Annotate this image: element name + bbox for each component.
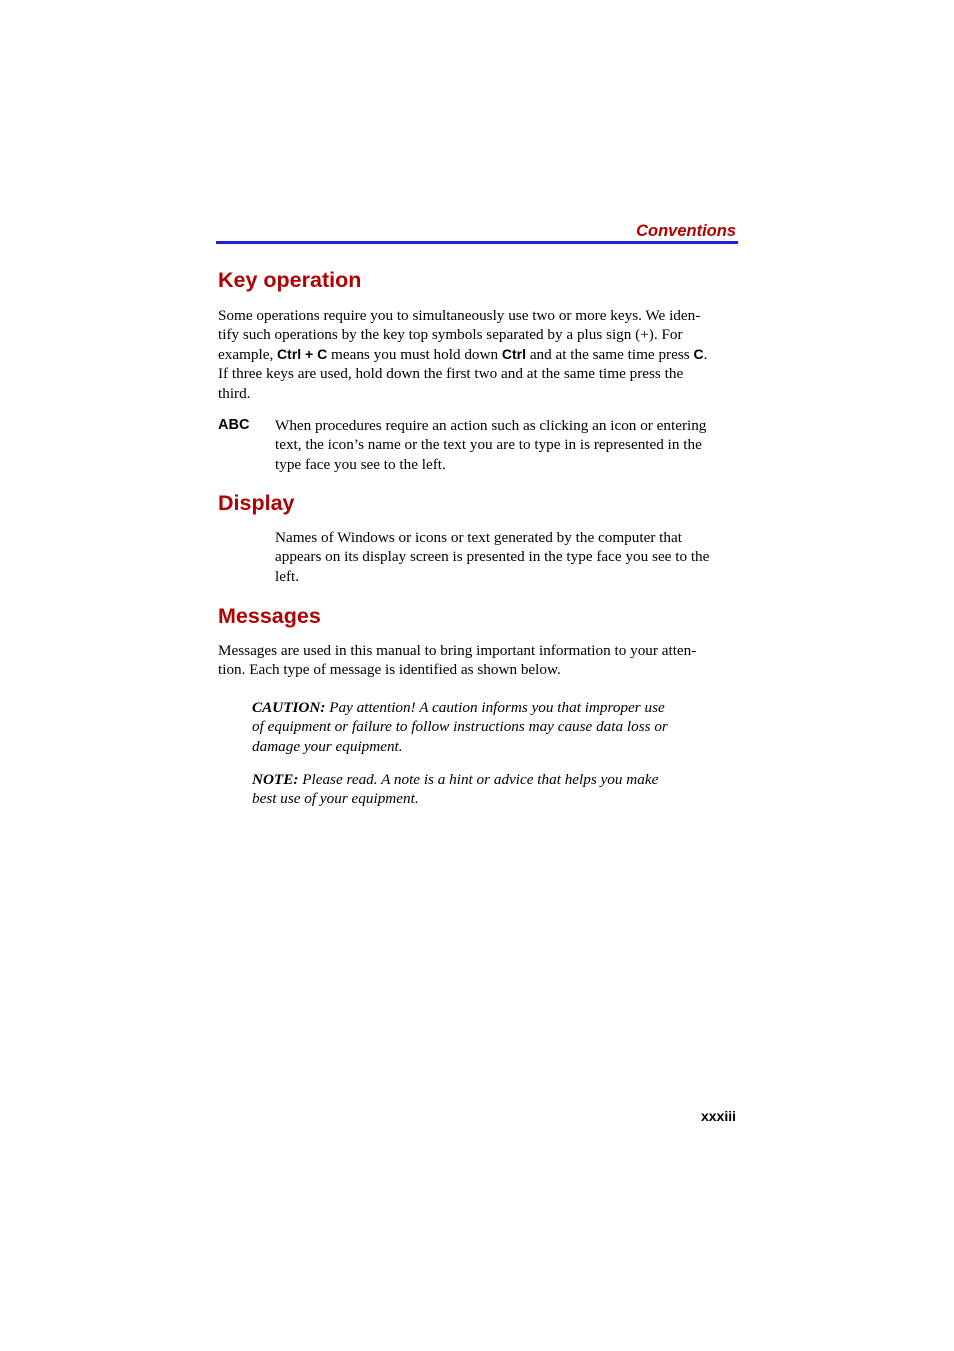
line: If three keys are used, hold down the first two and at the same time press the: [218, 365, 684, 383]
key-c: C: [693, 345, 704, 362]
note-message: [252, 770, 658, 809]
header-rule: [216, 241, 738, 244]
text-run: example,: [218, 345, 278, 363]
line: appears on its display screen is presented in the type face you see to the: [275, 548, 710, 566]
line: Messages are used in this manual to bring important information to your atten-: [218, 642, 697, 659]
line: When procedures require an action such as clicking an icon or entering: [275, 417, 707, 434]
display-paragraph: [275, 528, 709, 586]
abc-typeface-label: ABC: [218, 417, 250, 433]
line: best use of your equipment.: [252, 790, 419, 808]
text-run: .: [703, 345, 708, 363]
line: left.: [275, 567, 300, 585]
line: Some operations require you to simultaneously use two or more keys. We iden-: [218, 307, 701, 324]
line: Names of Windows or icons or text generated by the computer that: [275, 529, 682, 546]
heading-key-operation: Key operation: [218, 268, 362, 292]
line: of equipment or failure to follow instructions may cause data loss or: [252, 718, 668, 736]
messages-paragraph: [218, 641, 696, 680]
text-run: and at the same time press: [526, 345, 694, 363]
heading-messages: Messages: [218, 604, 321, 628]
key-ctrl-c: Ctrl + C: [277, 345, 328, 362]
text-run: Please read. A note is a hint or advice that helps you make: [298, 771, 659, 788]
line: [218, 345, 707, 364]
heading-display: Display: [218, 491, 295, 515]
caution-label: CAUTION:: [252, 699, 326, 716]
running-head-title: Conventions: [636, 222, 736, 240]
page-number: xxxiii: [700, 1108, 736, 1124]
key-ctrl: Ctrl: [501, 345, 527, 362]
text-run: means you must hold down: [327, 345, 502, 363]
line: tion. Each type of message is identified as shown below.: [218, 661, 561, 679]
key-operation-paragraph: [218, 306, 707, 403]
line: text, the icon’s name or the text you are to type in is represented in the: [275, 436, 702, 454]
abc-paragraph: [275, 416, 706, 474]
text-run: Pay attention! A caution informs you that improper use: [325, 699, 665, 716]
caution-message: [252, 698, 668, 756]
note-label: NOTE:: [252, 771, 299, 788]
line: [252, 698, 668, 717]
line: type face you see to the left.: [275, 455, 446, 473]
line: damage your equipment.: [252, 737, 403, 755]
line: tify such operations by the key top symbols separated by a plus sign (+). For: [218, 326, 683, 344]
line: third.: [218, 384, 251, 402]
line: [252, 770, 658, 789]
